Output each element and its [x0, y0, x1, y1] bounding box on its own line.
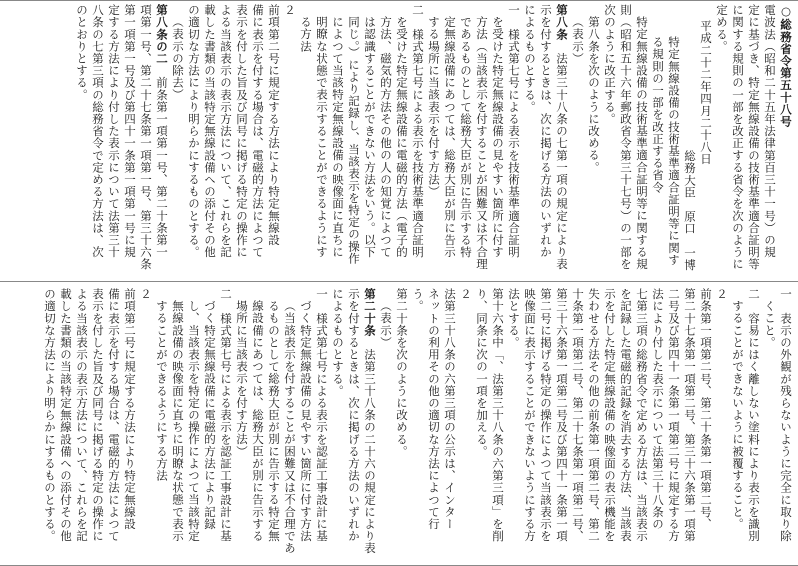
article8-line [554, 4, 570, 276]
item-line: 方法、磁気的方法その他の人の知覚によつて [379, 16, 393, 258]
intro-line: 定める。 [715, 4, 729, 53]
ordinance-title: ○総務省令第五十八号 [779, 4, 793, 128]
item-line: 無線設備の映像面に直ちに明瞭な状態で表示 [171, 300, 185, 542]
article8-caption: （表示） [571, 16, 585, 65]
item-line: 一 表示の外観が残らないように完全に取り除 [779, 288, 793, 543]
paragraph-line: 法により付した表示について法第三十八条の [651, 288, 665, 530]
article8-2-line: 定する方法により付した表示について法第三十 [107, 4, 121, 259]
item-line: は認識することができない方法をいう。以下 [363, 16, 377, 258]
paragraph-line: 法とする。 [507, 288, 521, 349]
paragraph-line: 失わせる方法その他の前条第一項第二号、第二 [587, 288, 601, 543]
item-line: 二 様式第七号による表示を技術基準適合証明 [411, 4, 425, 259]
article8-2-paragraph2 [506, 288, 730, 560]
paragraph-line: ネットの利用その他の適切な方法によつて行 [427, 288, 441, 530]
item-line: 同じ。）により記録し、当該表示を特定の操作 [347, 16, 361, 265]
paragraph-line: 前項第二号に規定する方法により特定無線設 [123, 288, 137, 530]
intro-line: 定に基づき、特定無線設備の技術基準適合証明等 [747, 4, 761, 271]
paragraph-line: 二号及び第四十一条第一項第二号に規定する方 [667, 288, 681, 543]
amend-line: 第八条を次のように改める。 [587, 16, 601, 174]
article20-item1 [234, 288, 330, 560]
item-line: 線設備にあつては、総務大臣が別に告示する [251, 300, 265, 542]
item-line: るものとして総務大臣が別に告示する特定無 [267, 300, 281, 542]
paragraph-line: 前条第一項第二号、第二十条第一項第二号、 [699, 288, 713, 530]
paragraph-number: ２ [459, 288, 473, 301]
issue-date: 平成二十二年四月二十八日 [699, 20, 713, 166]
item-line: であるものとして総務大臣が別に告示する特 [459, 16, 473, 258]
item-line: を受けた特定無線設備に電磁的方法（電子的 [395, 16, 409, 258]
article8-item2 [298, 4, 426, 276]
item-line: 場所に当該表示を付す方法） [235, 300, 249, 458]
article20-paragraph2 [42, 288, 154, 560]
article8-2-line: 第一項第一号及び第四十一条第一項第一号に規 [123, 4, 137, 259]
item-line: することができるようにする方法 [155, 300, 169, 482]
section-divider [0, 281, 798, 282]
paragraph-line: う。 [411, 288, 425, 313]
article16-line: 第十六条中「、法第三十八条の六第三項」を削 [491, 288, 505, 543]
item-line: 二 容易にはく離しない塗料により表示を識別 [747, 288, 761, 543]
paragraph-line: 十条第一項第二号、第二十七条第一項第二号、 [571, 288, 585, 543]
article20-text: 法第三十八条の二十六の規定により表 [363, 348, 377, 555]
article8-2-line: 八条の七第三項の総務省令で定める方法は、次 [91, 4, 105, 259]
rule-title [650, 36, 682, 276]
paragraph-line: 載した書類の当該特定無線設備への添付その他 [203, 4, 217, 259]
paragraph-line: 示を付した特定無線設備の映像面の表示機能を [603, 288, 617, 543]
article8-line: 示を付するときは、次に掲げる方法のいずれか [539, 4, 553, 259]
paragraph-line: 第二号に掲げる特定の操作によつて当該表示を [539, 288, 553, 543]
item-line: することができないように被覆すること。 [731, 300, 745, 530]
amend-line: 則（昭和五十六年郵政省令第三十七号）の一部を [619, 4, 633, 271]
paragraph-line: の適切な方法により明らかにするものとする。 [187, 4, 201, 259]
article8-2-caption: （表示の除去） [171, 16, 185, 101]
article16-line: り、同条に次の一項を加える。 [475, 288, 489, 458]
item-line: を受けた特定無線設備の見やすい箇所に付す [491, 16, 505, 258]
article8-text: 法第三十八条の七第一項の規定により表 [555, 52, 569, 271]
amend-line: 特定無線設備の技術基準適合証明等に関する規 [635, 16, 649, 271]
item-line: 一 様式第七号による表示を技術基準適合証明 [507, 4, 521, 259]
article8-2-text: 前条第一項第一号、第二十条第一 [155, 76, 169, 259]
item-line: する場所に当該表示を付す方法） [427, 16, 441, 198]
paragraph-line: よる当該表示の表示方法について、これらを記 [219, 4, 233, 259]
paragraph-number: ２ [715, 288, 729, 301]
paragraph-line: 七第三項の総務省令で定める方法は、当該表示 [635, 288, 649, 543]
article8-2-line: のとおりとする。 [75, 4, 89, 101]
rule-title-line: る規則の一部を改正する省令 [651, 36, 665, 194]
article20 [330, 288, 378, 560]
paragraph-line: よる当該表示の表示方法について、これらを記 [75, 288, 89, 543]
article20-intro: 第二十条を次のように改める。 [395, 288, 409, 458]
paragraph-line: の適切な方法により明らかにするものとする。 [43, 288, 57, 543]
article8-2-line: 項第一号、第二十七条第一項第一号、第三十六条 [139, 4, 153, 271]
item-line: 二 様式第七号による表示を認証工事設計に基 [219, 288, 233, 543]
paragraph-line: 備に表示を付する場合は、電磁的方法によつて [107, 288, 121, 543]
article16-paragraph2 [410, 288, 474, 560]
article16-amend [474, 288, 506, 560]
item-line: 明瞭な状態で表示することができるようにす [315, 16, 329, 258]
item-line: によつて当該特定無線設備の映像面に直ちに [331, 16, 345, 258]
article20-line: 示を付するときは、次に掲げる方法のいずれか [347, 288, 361, 543]
article8-paragraph2 [186, 4, 298, 276]
paragraph-line: 第二十七条第一項第二号、第三十六条第一項第 [683, 288, 697, 543]
paragraph-line: 備に表示を付する場合は、電磁的方法によつて [251, 4, 265, 259]
amend-text [586, 4, 650, 276]
article8-item1 [426, 4, 522, 276]
signer: 総務大臣 原口 一博 [683, 150, 697, 271]
item-line: づく特定無線設備に電磁的方法により記録 [203, 300, 217, 530]
article20-item2 [154, 288, 234, 560]
item-line: 一 様式第七号による表示を認証工事設計に基 [315, 288, 329, 543]
paragraph-line: 映像面に表示することができないようにする方 [523, 288, 537, 543]
article8-2-line [154, 4, 170, 276]
article8-heading: 第八条 [555, 4, 569, 41]
article8-2-heading: 第八条の二 [155, 4, 169, 65]
paragraph-line: 第三十六条第一項第二号及び第四十一条第一項 [555, 288, 569, 543]
paragraph-line: 前項第二号に規定する方法により特定無線設 [267, 4, 281, 246]
paragraph-line: 法第三十八条の六第三項の公示は、インター [443, 288, 457, 530]
intro-line: に関する規則の一部を改正する省令を次のように [731, 4, 745, 271]
intro-line: 電波法（昭和二十五年法律第百三十一号）の規 [763, 4, 777, 259]
frame-top-rule [0, 0, 798, 1]
paragraph-line: 表示を付した旨及び同号に掲げる特定の操作に [235, 4, 249, 259]
item-line: くこと。 [763, 300, 777, 349]
paragraph-number: ２ [283, 4, 297, 17]
item-line: る方法 [299, 16, 313, 53]
article20-heading: 第二十条 [363, 288, 377, 337]
item-line: づく特定無線設備の見やすい箇所に付す方法 [299, 300, 313, 542]
items-continued [730, 288, 794, 560]
paragraph-number: ２ [139, 288, 153, 301]
item-line: （当該表示を付することが困難又は不合理であ [283, 300, 297, 555]
paragraph-line: 表示を付した旨及び同号に掲げる特定の操作に [91, 288, 105, 543]
rule-title-line: 特定無線設備の技術基準適合証明等に関す [667, 36, 681, 266]
amend-line: 次のように改正する。 [603, 4, 617, 125]
paragraph-line: 載した書類の当該特定無線設備への添付その他 [59, 288, 73, 543]
article8-2 [74, 4, 170, 276]
item-line: し、当該表示を特定の操作によつて当該特定 [187, 300, 201, 542]
article8-line: によるものとする。 [523, 4, 537, 113]
article20-caption: （表示） [379, 300, 393, 349]
paragraph-line: を記録した電磁的記録を消去する方法、当該表 [619, 288, 633, 543]
article8 [522, 4, 570, 276]
item-line: 定無線設備にあつては、総務大臣が別に告示 [443, 16, 457, 258]
item-line: 方法（当該表示を付することが困難又は不合理 [475, 16, 489, 271]
article20-line [362, 288, 378, 560]
intro-text [714, 4, 778, 276]
article20-line: によるものとする。 [331, 288, 345, 397]
